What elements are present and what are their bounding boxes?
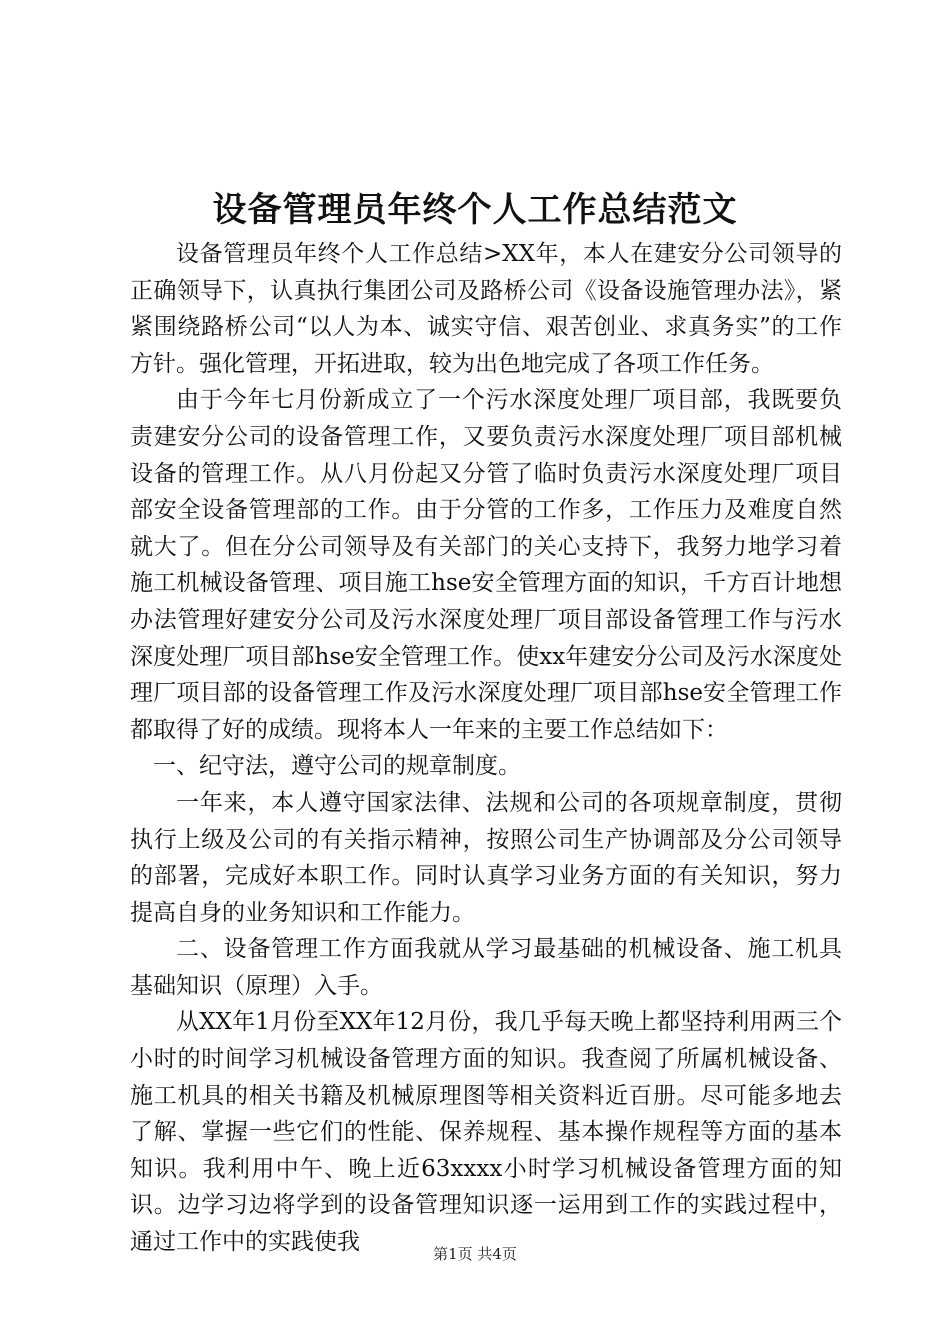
page-number-footer: 第1页 共4页 (433, 1245, 517, 1263)
paragraph-section-1: 一年来，本人遵守国家法律、法规和公司的各项规章制度，贯彻执行上级及公司的有关指示精神，按照公司生产协调部及分公司领导的部署，完成好本职工作。同时认真学习业务方面的有关知识，努力提高自身的业务知识和工作能力。 (130, 789, 842, 926)
document-body (130, 236, 842, 1261)
paragraph-background: 由于今年七月份新成立了一个污水深度处理厂项目部，我既要负责建安分公司的设备管理工作，又要负责污水深度处理厂项目部机械设备的管理工作。从八月份起又分管了临时负责污水深度处理厂项目部安全设备管理部的工作。由于分管的工作多，工作压力及难度自然就大了。但在分公司领导及有关部门的关心支持下，我努力地学习着施工机械设备管理、项目施工hse安全管理方面的知识，千方百计地想办法管理好建安分公司及污水深度处理厂项目部设备管理工作与污水深度处理厂项目部hse安全管理工作。使xx年建安分公司及污水深度处理厂项目部的设备管理工作及污水深度处理厂项目部hse安全管理工作都取得了好的成绩。现将本人一年来的主要工作总结如下： (130, 387, 842, 743)
section-heading-1: 一、纪守法，遵守公司的规章制度。 (153, 753, 521, 780)
paragraph-intro: 设备管理员年终个人工作总结>XX年，本人在建安分公司领导的正确领导下，认真执行集团公司及路桥公司《设备设施管理办法》，紧紧围绕路桥公司“以人为本、诚实守信、艰苦创业、求真务实”的工作方针。强化管理，开拓进取，较为出色地完成了各项工作任务。 (130, 241, 842, 377)
section-heading-2: 二、设备管理工作方面我就从学习最基础的机械设备、施工机具基础知识（原理）入手。 (130, 936, 842, 999)
paragraph-section-2: 从XX年1月份至XX年12月份，我几乎每天晚上都坚持利用两三个小时的时间学习机械设备管理方面的知识。我查阅了所属机械设备、施工机具的相关书籍及机械原理图等相关资料近百册。尽可能多地去了解、掌握一些它们的性能、保养规程、基本操作规程等方面的基本知识。我利用中午、晚上近63xxxx小时学习机械设备管理方面的知识。边学习边将学到的设备管理知识逐一运用到工作的实践过程中，通过工作中的实践使我 (130, 1009, 842, 1256)
document-title: 设备管理员年终个人工作总结范文 (212, 190, 738, 230)
